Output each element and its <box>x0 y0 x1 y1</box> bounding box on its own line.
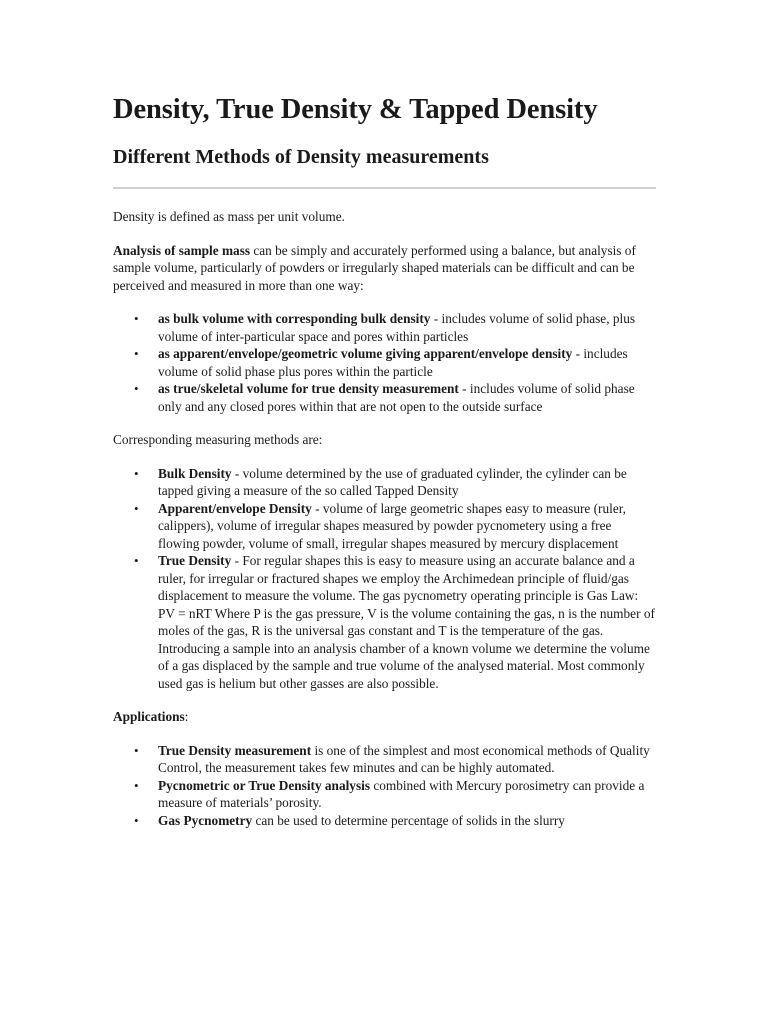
bullet-icon: • <box>134 553 139 568</box>
list-item-bold: True Density <box>158 553 232 568</box>
list-item-bold: as apparent/envelope/geometric volume giving apparent/envelope density <box>158 346 573 361</box>
list-item <box>113 552 656 692</box>
list-item <box>113 777 656 812</box>
page-subtitle: Different Methods of Density measurements <box>113 146 489 168</box>
bullet-icon: • <box>134 812 139 828</box>
applications-list <box>113 742 656 830</box>
bullet-icon: • <box>134 500 139 516</box>
list-item-text: - For regular shapes this is easy to measure using an accurate balance and a ruler, for irregular or fractured shapes we employ the Archimedean principle of fluid/gas displacement to measure the volume. The gas pycnometry operating principle is Gas Law: PV = nRT Where P is the gas pressure, V is the volume containing the gas, n is the number of moles of the gas, R is the universal gas constant and T is the temperature of the gas. Introducing a sample into an analysis chamber of a known volume we determine the volume of a gas displaced by the sample and true volume of the analysed material. Most commonly used gas is helium but other gasses are also possible. <box>158 553 655 691</box>
page-title: Density, True Density & Tapped Density <box>113 94 598 125</box>
analysis-paragraph <box>113 242 656 295</box>
list-item-text: combined with Mercury porosimetry can provide a measure of materials’ porosity. <box>158 777 645 810</box>
analysis-bold-text: Analysis of sample mass <box>113 242 251 258</box>
bullet-icon: • <box>134 346 139 361</box>
list-item-bold: True Density measurement <box>158 742 312 758</box>
list-item-text: is one of the simplest and most economical methods of Quality Control, the measurement takes few minutes and can be highly automated. <box>158 742 650 775</box>
applications-bold-text: Applications <box>113 709 185 724</box>
list-item <box>113 345 656 380</box>
list-item <box>113 812 656 830</box>
list-item-text: - includes volume of solid phase only and any closed pores within that are not open to the outside surface <box>158 381 635 414</box>
list-item-text: can be used to determine percentage of solids in the slurry <box>252 812 565 828</box>
analysis-text: can be simply and accurately performed using a balance, but analysis of sample volume, particularly of powders or irregularly shaped materials can be difficult and can be perceived and measured in more than one way: <box>113 242 636 293</box>
document-page <box>113 92 656 829</box>
bullet-icon: • <box>134 465 139 481</box>
bullet-icon: • <box>134 381 139 396</box>
list-item <box>113 310 656 345</box>
measuring-methods-list <box>113 465 656 693</box>
list-item-text: - includes volume of solid phase, plus volume of inter-particular space and pores within particles <box>158 311 636 344</box>
list-item <box>113 500 656 553</box>
bullet-icon: • <box>134 742 139 758</box>
list-item <box>113 742 656 777</box>
applications-heading <box>113 708 656 726</box>
applications-colon: : <box>184 709 189 724</box>
list-item-bold: as bulk volume with corresponding bulk density <box>158 311 431 326</box>
volume-types-list <box>113 310 656 415</box>
list-item <box>113 465 656 500</box>
list-item-bold: Bulk Density <box>158 465 232 481</box>
list-item-text: - includes volume of solid phase plus pores within the particle <box>158 346 628 379</box>
list-item-text: - volume determined by the use of graduated cylinder, the cylinder can be tapped giving a measure of the so called Tapped Density <box>158 465 627 498</box>
list-item-bold: Apparent/envelope Density <box>158 500 312 516</box>
list-item-bold: Gas Pycnometry <box>158 812 253 828</box>
bullet-icon: • <box>134 777 139 793</box>
bullet-icon: • <box>134 311 139 326</box>
list-item <box>113 380 656 415</box>
list-item-bold: as true/skeletal volume for true density measurement <box>158 381 459 396</box>
list-item-text: - volume of large geometric shapes easy to measure (ruler, calippers), volume of irregular shapes measured by powder pycnometery using a free flowing powder, volume of small, irregular shapes measured by mercury displacement <box>158 500 626 551</box>
list-item-bold: Pycnometric or True Density analysis <box>158 777 370 793</box>
horizontal-divider <box>113 187 656 189</box>
definition-paragraph: Density is defined as mass per unit volume. <box>113 209 345 224</box>
methods-intro-paragraph: Corresponding measuring methods are: <box>113 432 323 447</box>
